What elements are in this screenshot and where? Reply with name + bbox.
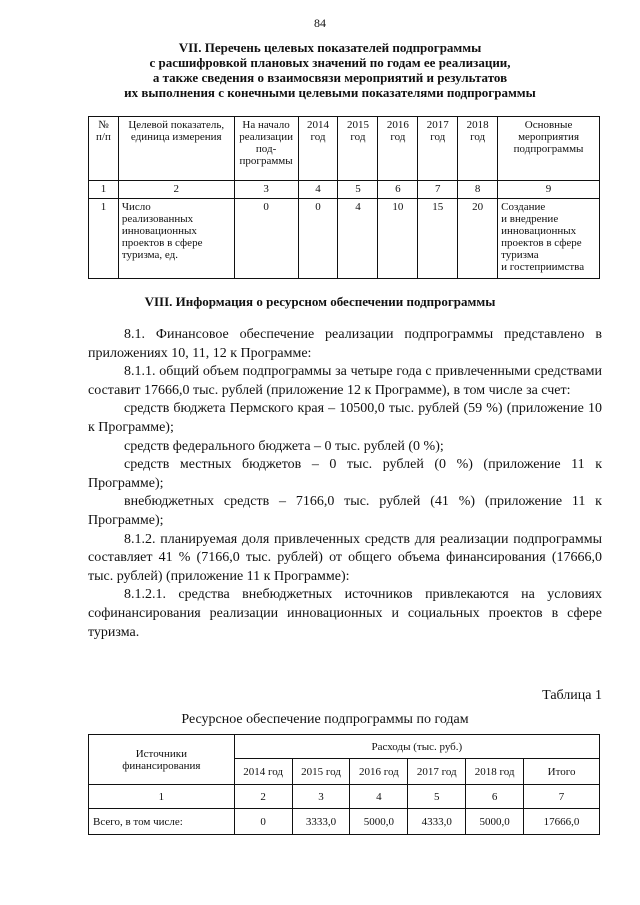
row-value: 3333,0: [292, 809, 350, 835]
indicators-numbering-row: [89, 181, 600, 199]
header-year-unit: год: [470, 131, 486, 143]
header-year-unit: год: [430, 131, 446, 143]
column-number: 2: [234, 785, 292, 809]
paragraph: средств местных бюджетов – 0 тыс. рублей (0 %) (приложение 11 к Программе);: [88, 457, 602, 491]
header-year: 2014 год: [234, 759, 292, 785]
table-label: Таблица 1: [542, 688, 602, 703]
header-year-value: 2017: [426, 119, 449, 131]
page-number: 84: [314, 16, 326, 30]
section-7-title-line: с расшифровкой плановых значений по годам ее реализации,: [149, 55, 511, 70]
header-activities-line: подпрограммы: [513, 143, 584, 155]
row-year-value: 0: [298, 199, 338, 279]
row-indicator-line: реализованных: [121, 213, 194, 225]
header-year-value: 2016: [386, 119, 409, 131]
row-value: 5000,0: [350, 809, 408, 835]
header-year-value: 2014: [307, 119, 330, 131]
section-8-body: [88, 326, 602, 642]
section-7-title-line: VII. Перечень целевых показателей подпрограммы: [178, 40, 482, 55]
resource-numbering-row: [89, 785, 600, 809]
paragraph: внебюджетных средств – 7166,0 тыс. рублей (41 %) (приложение 11 к Программе);: [88, 494, 602, 528]
header-initial: [234, 117, 298, 181]
paragraph: 8.1. Финансовое обеспечение реализации подпрограммы представлено в приложениях 10, 11, 12 к Программе:: [88, 327, 602, 361]
column-number: 9: [498, 181, 600, 199]
row-initial-value: 0: [234, 199, 298, 279]
row-activity-line: проектов в сфере: [501, 237, 582, 249]
header-activities: [498, 117, 600, 181]
section-7-title: [80, 40, 580, 100]
header-num: [89, 117, 119, 181]
header-sources: [89, 735, 235, 785]
header-num-line: п/п: [96, 131, 111, 143]
row-activity: [498, 199, 600, 279]
header-year-value: 2015: [346, 119, 369, 131]
header-activities-line: Основные: [524, 119, 573, 131]
resource-table: [88, 734, 600, 835]
row-total: 17666,0: [524, 809, 600, 835]
column-number: 4: [298, 181, 338, 199]
header-num-line: №: [98, 119, 109, 131]
row-year-value: 10: [378, 199, 418, 279]
row-activity-line: инновационных: [501, 225, 577, 237]
row-activity-line: и гостеприимства: [501, 261, 585, 273]
row-indicator-line: туризма, ед.: [121, 249, 178, 261]
indicators-header-row: [89, 117, 600, 181]
column-number: 8: [458, 181, 498, 199]
row-indicator-line: инновационных: [121, 225, 197, 237]
header-activities-line: мероприятия: [518, 131, 580, 143]
header-year: [418, 117, 458, 181]
header-sources-line: финансирования: [122, 759, 201, 772]
indicators-table: [88, 116, 600, 279]
header-total: Итого: [524, 759, 600, 785]
header-year-unit: год: [350, 131, 366, 143]
row-value: 0: [234, 809, 292, 835]
header-indicator-line: единица измерения: [130, 131, 222, 143]
header-initial-line: реализации: [239, 131, 293, 143]
column-number: 7: [524, 785, 600, 809]
header-year: 2017 год: [408, 759, 466, 785]
column-number: 6: [378, 181, 418, 199]
paragraph: 8.1.1. общий объем подпрограммы за четыре года с привлеченными средствами составит 17666,0 тыс. рублей (приложение 12 к Программе), в том числе за счет:: [88, 364, 602, 398]
paragraph: средств федерального бюджета – 0 тыс. рублей (0 %);: [124, 438, 444, 454]
column-number: 2: [118, 181, 234, 199]
header-initial-line: под-: [255, 143, 277, 155]
column-number: 5: [338, 181, 378, 199]
column-number: 7: [418, 181, 458, 199]
column-number: 1: [89, 785, 235, 809]
table-row: [89, 809, 600, 835]
header-year: [338, 117, 378, 181]
header-indicator: [118, 117, 234, 181]
header-year: 2018 год: [466, 759, 524, 785]
header-year: [458, 117, 498, 181]
row-activity-line: туризма: [501, 249, 539, 261]
resource-header-row: [89, 735, 600, 759]
header-initial-line: На начало: [242, 119, 290, 131]
table-row: [89, 199, 600, 279]
header-year-unit: год: [310, 131, 326, 143]
header-year: [298, 117, 338, 181]
row-value: 5000,0: [466, 809, 524, 835]
header-sources-line: Источники: [135, 747, 187, 760]
row-year-value: 20: [458, 199, 498, 279]
row-activity-line: Создание: [501, 201, 546, 213]
column-number: 3: [234, 181, 298, 199]
header-year: 2016 год: [350, 759, 408, 785]
header-year-unit: год: [390, 131, 406, 143]
table-caption: Ресурсное обеспечение подпрограммы по годам: [181, 712, 469, 727]
row-year-value: 15: [418, 199, 458, 279]
row-num: 1: [89, 199, 119, 279]
header-expenses: Расходы (тыс. руб.): [234, 735, 599, 759]
row-activity-line: и внедрение: [501, 213, 559, 225]
header-year: 2015 год: [292, 759, 350, 785]
column-number: 4: [350, 785, 408, 809]
section-8-title: VIII. Информация о ресурсном обеспечении подпрограммы: [144, 294, 496, 309]
header-year-value: 2018: [466, 119, 489, 131]
column-number: 5: [408, 785, 466, 809]
row-value: 4333,0: [408, 809, 466, 835]
paragraph: средств бюджета Пермского края – 10500,0 тыс. рублей (59 %) (приложение 10 к Программе);: [88, 401, 602, 435]
column-number: 3: [292, 785, 350, 809]
column-number: 1: [89, 181, 119, 199]
section-7-title-line: а также сведения о взаимосвязи мероприятий и результатов: [152, 70, 508, 85]
row-indicator-line: проектов в сфере: [121, 237, 203, 249]
row-year-value: 4: [338, 199, 378, 279]
header-initial-line: программы: [239, 155, 293, 167]
row-indicator-line: Число: [121, 201, 151, 213]
paragraph: 8.1.2.1. средства внебюджетных источников привлекаются на условиях софинансирования реализации инновационных и социальных проектов в сфере туризма.: [88, 587, 602, 640]
header-indicator-line: Целевой показатель,: [128, 119, 225, 131]
header-year: [378, 117, 418, 181]
row-label: Всего, в том числе:: [89, 809, 235, 835]
row-indicator: [118, 199, 234, 279]
paragraph: 8.1.2. планируемая доля привлеченных средств для реализации подпрограммы составляет 41 % (7166,0 тыс. рублей) от общего объема финансирования (17666,0 тыс. рублей) (приложение 11 к Программе):: [88, 531, 602, 584]
column-number: 6: [466, 785, 524, 809]
section-7-title-line: их выполнения с конечными целевыми показателями подпрограммы: [124, 85, 536, 100]
